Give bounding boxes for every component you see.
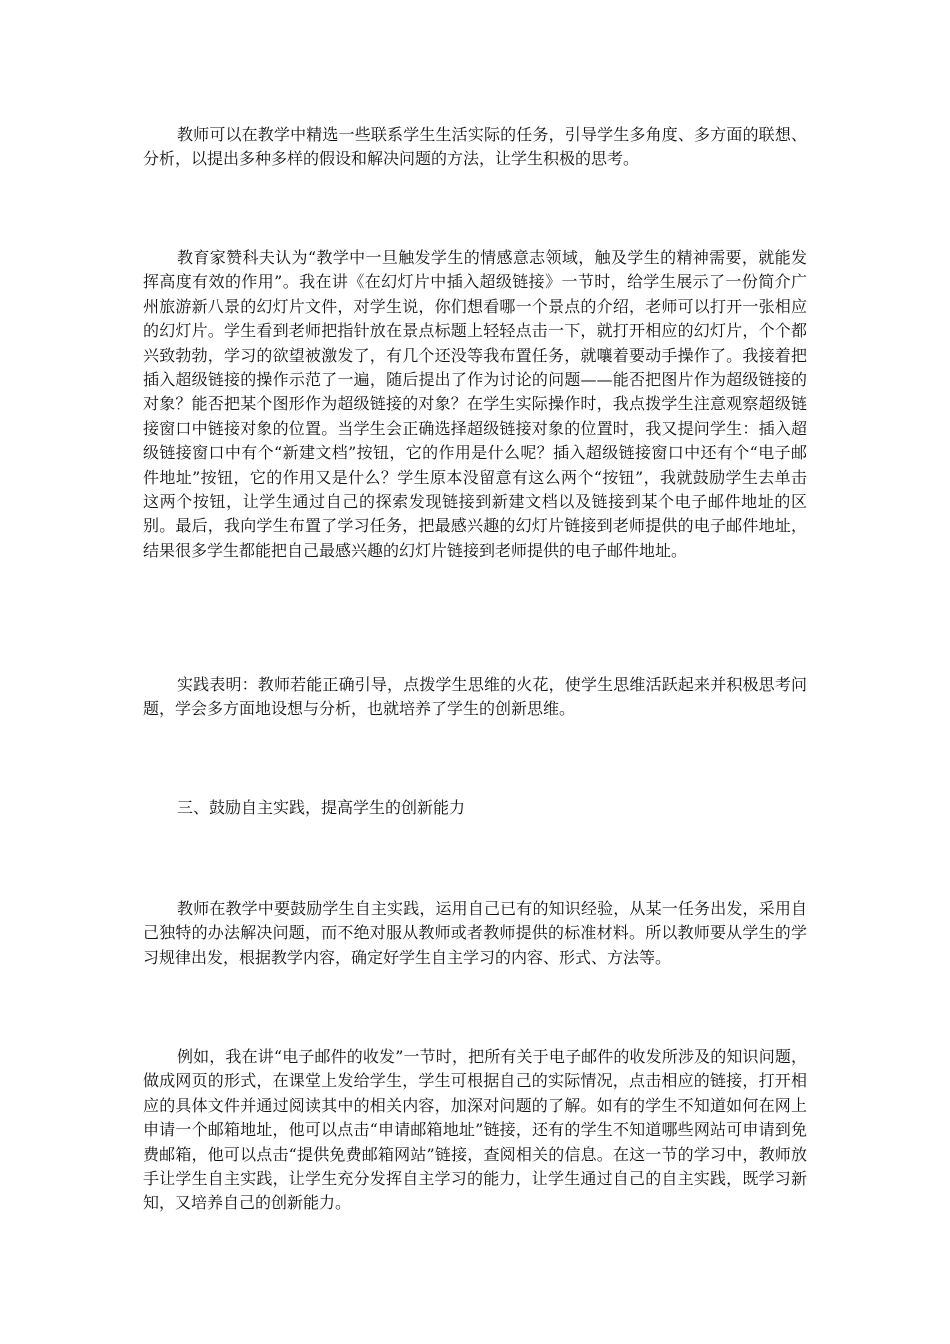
paragraph: 教师在教学中要鼓励学生自主实践，运用自己已有的知识经验，从某一任务出发，采用自己独特的办法解决问题，而不绝对服从教师或者教师提供的标准材料。所以教师要从学生的学习规律出发，根据教学内容，确定好学生自主学习的内容、形式、方法等。 [143,899,807,967]
paragraph: 教育家赞科夫认为“教学中一旦触发学生的情感意志领域，触及学生的精神需要，就能发挥高度有效的作用”。我在讲《在幻灯片中插入超级链接》一节时，给学生展示了一份简介广州旅游新八景的幻灯片文件，对学生说，你们想看哪一个景点的介绍，老师可以打开一张相应的幻灯片。学生看到老师把指针放在景点标题上轻轻点击一下，就打开相应的幻灯片，个个都兴致勃勃，学习的欲望被激发了，有几个还没等我布置任务，就嚷着要动手操作了。我接着把插入超级链接的操作示范了一遍，随后提出了作为讨论的问题——能否把图片作为超级链接的对象？能否把某个图形作为超级链接的对象？在学生实际操作时，我点拨学生注意观察超级链接窗口中链接对象的位置。当学生会正确选择超级链接对象的位置时，我又提问学生：插入超级链接窗口中有个“新建文档”按钮，它的作用是什么呢？插入超级链接窗口中还有个“电子邮件地址”按钮，它的作用又是什么？学生原本没留意有这么两个“按钮”，我就鼓励学生去单击这两个按钮，让学生通过自己的探索发现链接到新建文档以及链接到某个电子邮件地址的区别。最后，我向学生布置了学习任务，把最感兴趣的幻灯片链接到老师提供的电子邮件地址，结果很多学生都能把自己最感兴趣的幻灯片链接到老师提供的电子邮件地址。 [143,248,807,560]
paragraph: 教师可以在教学中精选一些联系学生生活实际的任务，引导学生多角度、多方面的联想、分析，以提出多种多样的假设和解决问题的方法，让学生积极的思考。 [143,125,807,169]
paragraph: 实践表明：教师若能正确引导，点拨学生思维的火花，使学生思维活跃起来并积极思考问题，学会多方面地设想与分析，也就培养了学生的创新思维。 [143,675,807,719]
section-heading: 三、鼓励自主实践，提高学生的创新能力 [177,798,466,817]
paragraph: 例如，我在讲“电子邮件的收发”一节时，把所有关于电子邮件的收发所涉及的知识问题，做成网页的形式，在课堂上发给学生，学生可根据自己的实际情况，点击相应的链接，打开相应的具体文件并通过阅读其中的相关内容，加深对问题的了解。如有的学生不知道如何在网上申请一个邮箱地址，他可以点击“申请邮箱地址”链接，还有的学生不知道哪些网站可申请到免费邮箱，他可以点击“提供免费邮箱网站”链接，查阅相关的信息。在这一节的学习中，教师放手让学生自主实践，让学生充分发挥自主学习的能力，让学生通过自己的自主实践，既学习新知，又培养自己的创新能力。 [143,1047,807,1213]
